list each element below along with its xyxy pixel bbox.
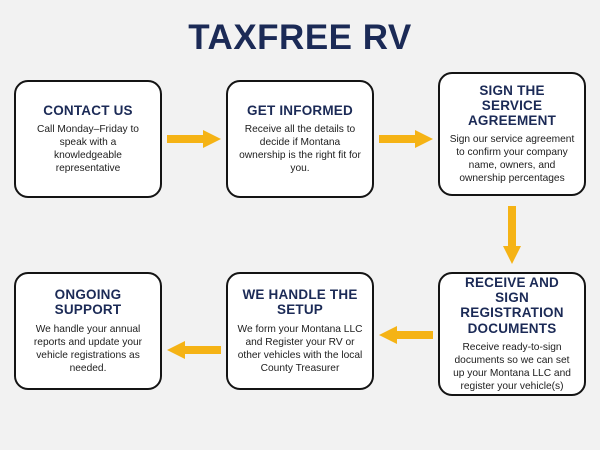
step-title: ONGOING SUPPORT — [54, 287, 122, 318]
step-body: Sign our service agreement to confirm your company name, owners, and ownership percentages — [449, 134, 575, 185]
step-card-we-handle-the-setup — [226, 272, 374, 390]
arrow-right-icon — [379, 130, 433, 148]
step-title: SIGN THE SERVICE AGREEMENT — [467, 82, 557, 128]
step-title: CONTACT US — [43, 102, 133, 118]
arrow-right-icon — [167, 130, 221, 148]
step-card-get-informed — [226, 80, 374, 198]
step-card-contact-us — [14, 80, 162, 198]
step-title: GET INFORMED — [247, 102, 353, 118]
step-card-ongoing-support — [14, 272, 162, 390]
step-title: RECEIVE AND SIGN REGISTRATION DOCUMENTS — [460, 275, 564, 336]
step-body: Receive ready-to-sign documents so we can set up your Montana LLC and register your vehicle(s) — [453, 341, 571, 392]
arrow-left-icon — [167, 341, 221, 359]
page-title: TAXFREE RV — [188, 18, 412, 57]
step-card-sign-service-agreement — [438, 72, 586, 196]
step-card-receive-sign-registration-documents — [438, 272, 586, 396]
step-title: WE HANDLE THE SETUP — [242, 287, 358, 318]
step-body: We form your Montana LLC and Register your RV or other vehicles with the local County Treasurer — [237, 323, 363, 374]
arrow-down-icon — [503, 206, 521, 264]
step-body: Receive all the details to decide if Montana ownership is the right fit for you. — [239, 123, 361, 175]
step-body: Call Monday–Friday to speak with a knowledgeable representative — [37, 123, 139, 175]
arrow-left-icon — [379, 326, 433, 344]
step-body: We handle your annual reports and update your vehicle registrations as needed. — [33, 323, 143, 374]
